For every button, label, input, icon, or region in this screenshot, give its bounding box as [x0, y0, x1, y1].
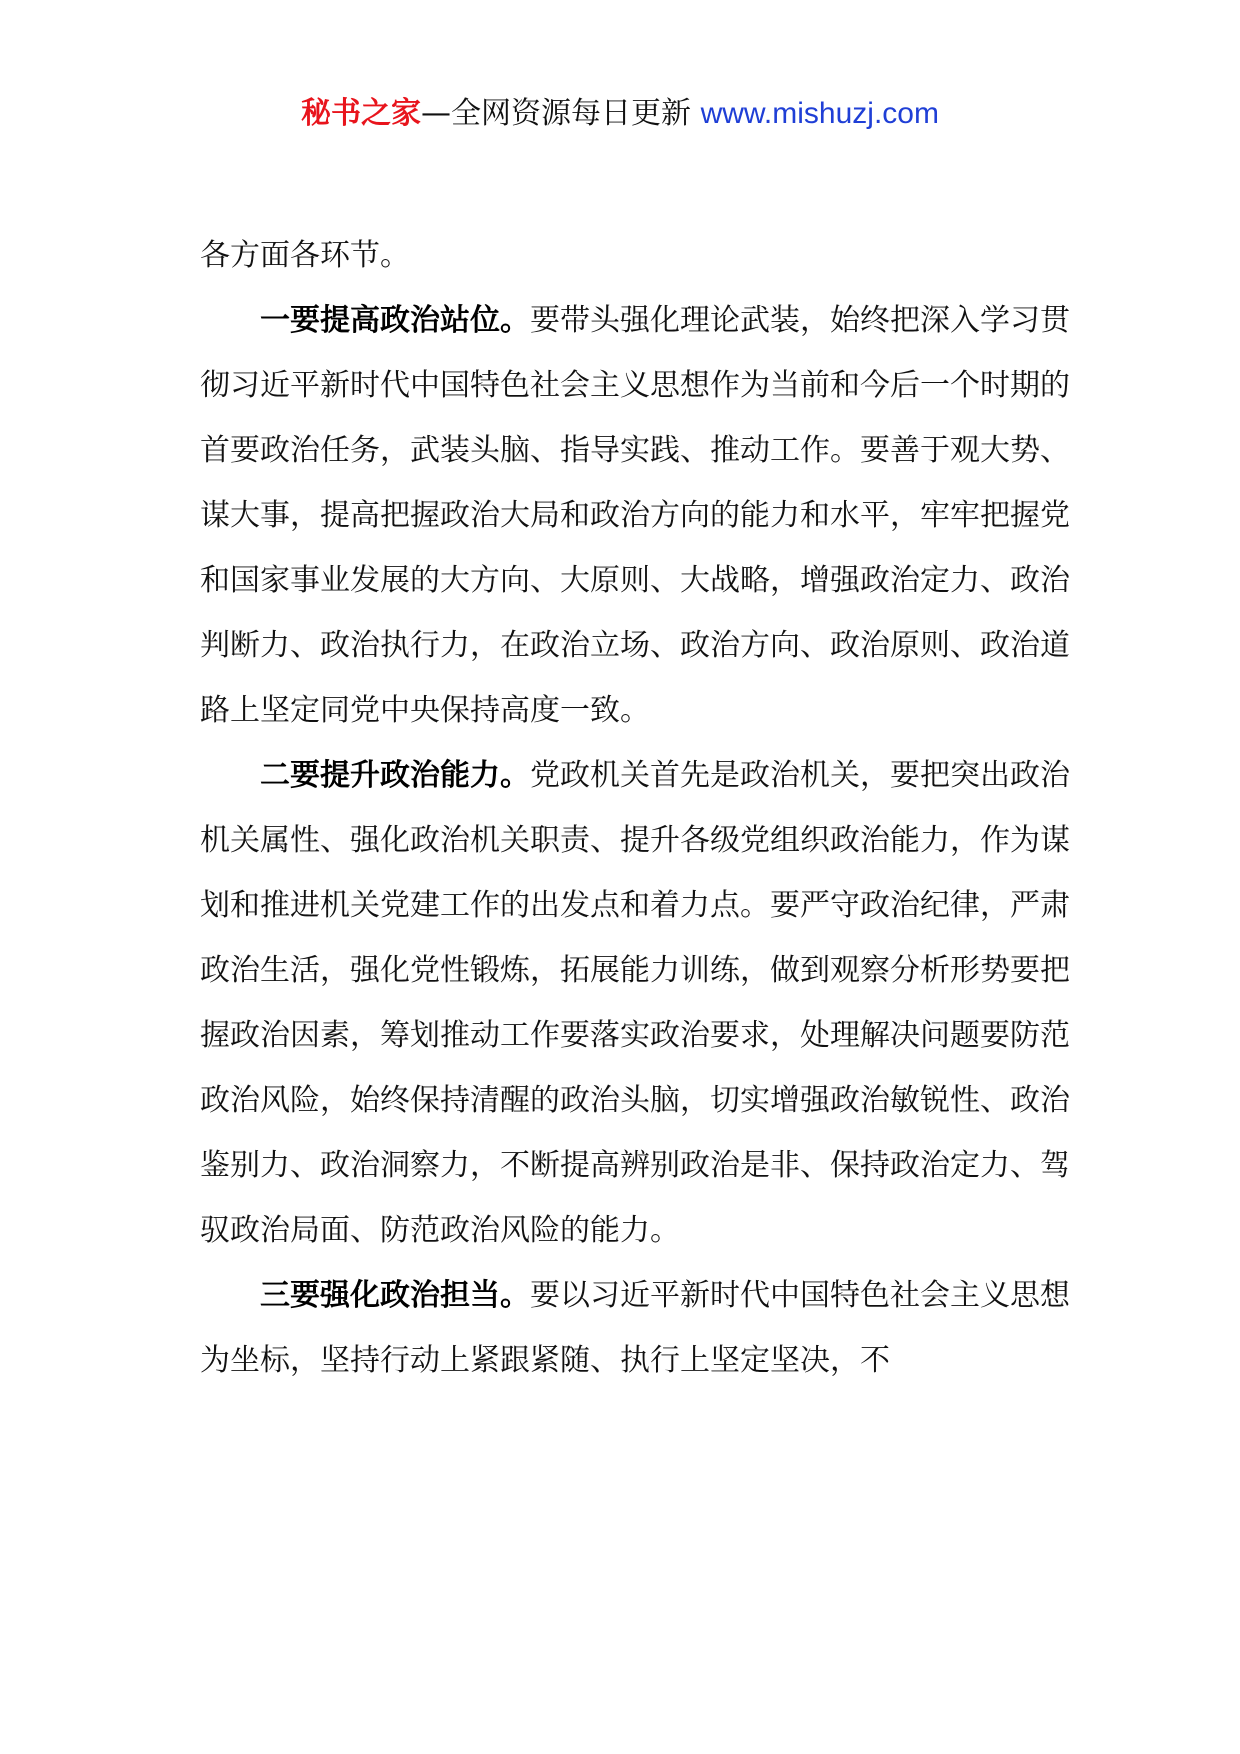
paragraph-3: [200, 1263, 1070, 1393]
paragraph-heading: 二要提升政治能力。: [260, 758, 530, 793]
paragraph-text: 各方面各环节。: [200, 238, 410, 273]
paragraph-heading: 三要强化政治担当。: [260, 1278, 530, 1313]
paragraph-2: [200, 743, 1070, 1263]
site-tagline: —全网资源每日更新: [421, 96, 692, 131]
site-url[interactable]: www.mishuzj.com: [700, 97, 939, 130]
paragraph-1: [200, 288, 1070, 743]
paragraph-text: 党政机关首先是政治机关，要把突出政治机关属性、强化政治机关职责、提升各级党组织政治能力，作为谋划和推进机关党建工作的出发点和着力点。要严守政治纪律，严肃政治生活，强化党性锻炼，拓展能力训练，做到观察分析形势要把握政治因素，筹划推动工作要落实政治要求，处理解决问题要防范政治风险，始终保持清醒的政治头脑，切实增强政治敏锐性、政治鉴别力、政治洞察力，不断提高辨别政治是非、保持政治定力、驾驭政治局面、防范政治风险的能力。: [200, 758, 1070, 1248]
document-body: [200, 223, 1070, 1393]
paragraph-heading: 一要提高政治站位。: [260, 303, 530, 338]
site-brand: 秘书之家: [301, 96, 422, 131]
paragraph-text: 要带头强化理论武装，始终把深入学习贯彻习近平新时代中国特色社会主义思想作为当前和今后一个时期的首要政治任务，武装头脑、指导实践、推动工作。要善于观大势、谋大事，提高把握政治大局和政治方向的能力和水平，牢牢把握党和国家事业发展的大方向、大原则、大战略，增强政治定力、政治判断力、政治执行力，在政治立场、政治方向、政治原则、政治道路上坚定同党中央保持高度一致。: [200, 303, 1070, 728]
site-header: [0, 94, 1240, 134]
paragraph-text: 要以习近平新时代中国特色社会主义思想为坐标，坚持行动上紧跟紧随、执行上坚定坚决，不: [200, 1278, 1070, 1378]
paragraph-continuation: [200, 223, 1070, 288]
